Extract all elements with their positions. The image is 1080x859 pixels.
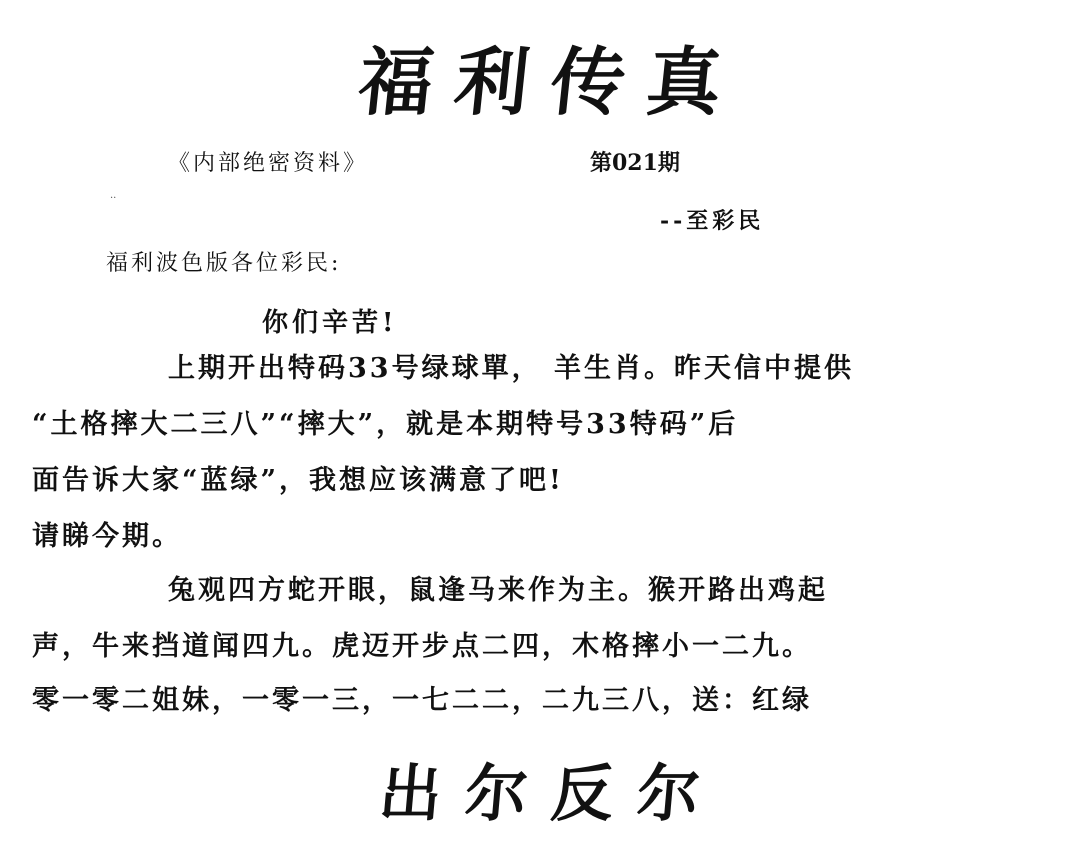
letter-line: 上期开出特码33号绿球單， 羊生肖。昨天信中提供 [168, 353, 854, 384]
issue-number: 第021期 [590, 150, 680, 176]
source-label: 《内部绝密资料》 [168, 151, 369, 176]
letter-line: 声，牛来挡道闻四九。虎迈开步点二四，木格摔小一二九。 [32, 631, 812, 662]
letter-greeting: 福利波色版各位彩民: [106, 251, 342, 276]
page-title: 福利传真 [354, 40, 748, 126]
stray-dots: .. [110, 190, 117, 201]
letter-line: “土格摔大二三八”“摔大”，就是本期特号33特码”后 [32, 409, 739, 440]
letter-line: 请睇今期。 [32, 521, 182, 552]
letter-line: 面告诉大家“蓝绿”，我想应该满意了吧! [32, 465, 564, 496]
footer-heading: 出尔反尔 [376, 757, 727, 830]
letter-line: 零一零二姐妹，一零一三，一七二二，二九三八，送：红绿 [32, 685, 812, 716]
letter-hello: 你们辛苦! [262, 308, 398, 338]
signature: --至彩民 [660, 208, 765, 234]
letter-line: 兔观四方蛇开眼，鼠逢马来作为主。猴开路出鸡起 [168, 575, 828, 606]
